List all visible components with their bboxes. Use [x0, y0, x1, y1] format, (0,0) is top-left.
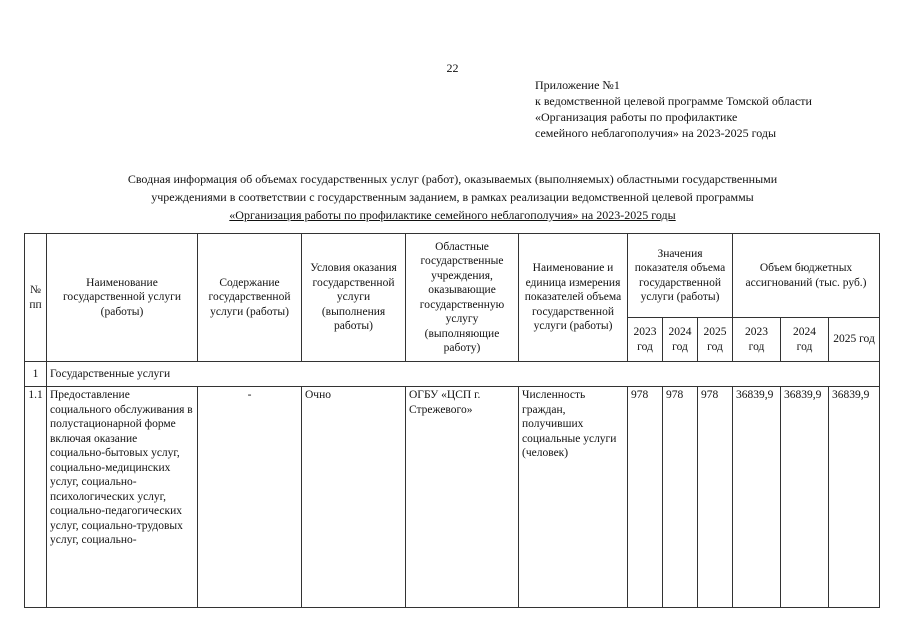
row-budget-2023: 36839,9 [733, 387, 781, 608]
header-values: Значения показателя объема государственной услуги (работы) [628, 234, 733, 318]
row-service-name: Предоставление социального обслуживания в полустационарной форме включая оказание социально-бытовых услуг, социально-медицинских услуг, социально-психологических услуг, социально-педагогических услуг, социально-трудовых услуг, социально- [47, 387, 198, 608]
section-num: 1 [25, 362, 47, 387]
row-value-2025: 978 [698, 387, 733, 608]
header-institutions: Областные государственные учреждения, оказывающие государственную услугу (выполняющие работу) [406, 234, 519, 362]
title-line: Сводная информация об объемах государственных услуг (работ), оказываемых (выполняемых) областными государственными [127, 172, 778, 186]
appendix-line: «Организация работы по профилактике [535, 110, 738, 124]
header-content: Содержание государственной услуги (работы) [198, 234, 302, 362]
page-number: 22 [446, 61, 459, 75]
header-indicator: Наименование и единица измерения показателей объема государственной услуги (работы) [519, 234, 628, 362]
header-num: № пп [25, 234, 47, 362]
section-row [25, 362, 880, 387]
header-year: 2025 год [698, 318, 733, 362]
header-budget: Объем бюджетных ассигнований (тыс. руб.) [733, 234, 880, 318]
header-year: 2025 год [829, 318, 880, 362]
appendix-line: к ведомственной целевой программе Томской области [535, 94, 812, 108]
document-title [0, 170, 905, 224]
row-value-2024: 978 [663, 387, 698, 608]
header-year: 2024 год [663, 318, 698, 362]
row-budget-2025: 36839,9 [829, 387, 880, 608]
header-year: 2024 год [781, 318, 829, 362]
title-line: учреждениями в соответствии с государственным заданием, в рамках реализации ведомственной целевой программы [151, 190, 754, 204]
row-content: - [198, 387, 302, 608]
table-row [25, 387, 880, 608]
row-value-2023: 978 [628, 387, 663, 608]
appendix-header [535, 77, 812, 141]
appendix-line: Приложение №1 [535, 78, 620, 92]
row-budget-2024: 36839,9 [781, 387, 829, 608]
row-institution: ОГБУ «ЦСП г. Стрежевого» [406, 387, 519, 608]
header-row [25, 234, 880, 318]
header-year: 2023 год [733, 318, 781, 362]
header-conditions: Условия оказания государственной услуги (выполнения работы) [302, 234, 406, 362]
services-table [24, 233, 880, 608]
section-label: Государственные услуги [47, 362, 880, 387]
header-service-name: Наименование государственной услуги (работы) [47, 234, 198, 362]
row-num: 1.1 [25, 387, 47, 608]
appendix-line: семейного неблагополучия» на 2023-2025 годы [535, 126, 777, 140]
row-conditions: Очно [302, 387, 406, 608]
row-indicator: Численность граждан, получивших социальные услуги (человек) [519, 387, 628, 608]
header-year: 2023 год [628, 318, 663, 362]
title-line-underlined: «Организация работы по профилактике семейного неблагополучия» на 2023-2025 годы [229, 208, 676, 222]
